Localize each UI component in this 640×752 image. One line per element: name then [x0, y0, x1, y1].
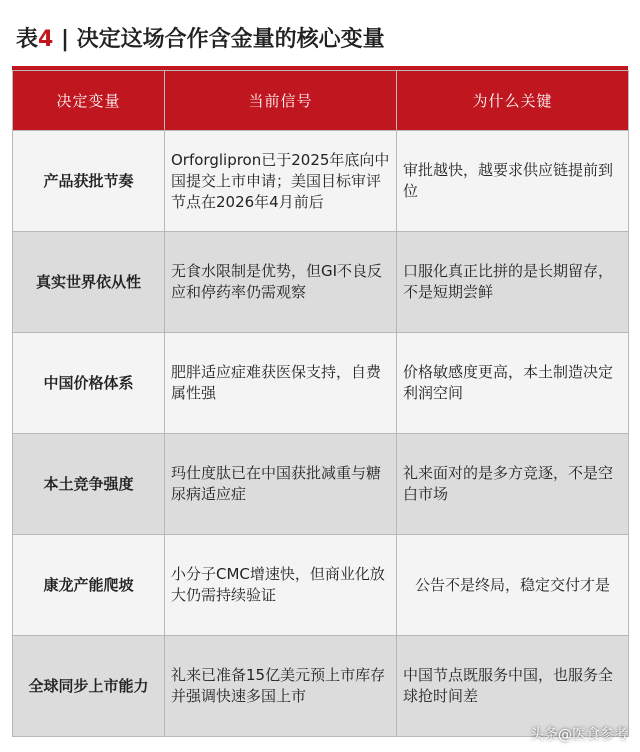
signal-cell: 礼来已准备15亿美元预上市库存并强调快速多国上市: [165, 636, 397, 737]
table-row: [13, 333, 629, 434]
variable-cell: 产品获批节奏: [13, 131, 165, 232]
title-text: | 决定这场合作含金量的核心变量: [53, 27, 385, 52]
table-row: [13, 232, 629, 333]
signal-cell: 小分子CMC增速快，但商业化放大仍需持续验证: [165, 535, 397, 636]
table-header-row: [13, 71, 629, 131]
variable-cell: 真实世界依从性: [13, 232, 165, 333]
variables-table: [12, 70, 629, 737]
signal-cell: 玛仕度肽已在中国获批减重与糖尿病适应症: [165, 434, 397, 535]
reason-cell: 价格敏感度更高，本土制造决定利润空间: [397, 333, 629, 434]
reason-cell: 礼来面对的是多方竞逐，不是空白市场: [397, 434, 629, 535]
reason-cell: 审批越快，越要求供应链提前到位: [397, 131, 629, 232]
header-variable: 决定变量: [13, 71, 165, 131]
variable-cell: 中国价格体系: [13, 333, 165, 434]
table-row: [13, 434, 629, 535]
reason-cell: 公告不是终局，稳定交付才是: [397, 535, 629, 636]
signal-cell: Orforglipron已于2025年底向中国提交上市申请；美国目标审评节点在2026年4月前后: [165, 131, 397, 232]
variable-cell: 全球同步上市能力: [13, 636, 165, 737]
header-signal: 当前信号: [165, 71, 397, 131]
header-reason: 为什么关键: [397, 71, 629, 131]
page-title: [16, 22, 385, 53]
table-row: [13, 636, 629, 737]
title-prefix: 表: [16, 27, 39, 52]
variable-cell: 本土竞争强度: [13, 434, 165, 535]
reason-cell: 中国节点既服务中国，也服务全球抢时间差: [397, 636, 629, 737]
table-row: [13, 131, 629, 232]
signal-cell: 肥胖适应症难获医保支持，自费属性强: [165, 333, 397, 434]
source-credit: 头条@医食参考: [530, 727, 628, 743]
reason-cell: 口服化真正比拼的是长期留存，不是短期尝鲜: [397, 232, 629, 333]
signal-cell: 无食水限制是优势，但GI不良反应和停药率仍需观察: [165, 232, 397, 333]
title-number: 4: [38, 27, 54, 52]
table-row: [13, 535, 629, 636]
variable-cell: 康龙产能爬坡: [13, 535, 165, 636]
